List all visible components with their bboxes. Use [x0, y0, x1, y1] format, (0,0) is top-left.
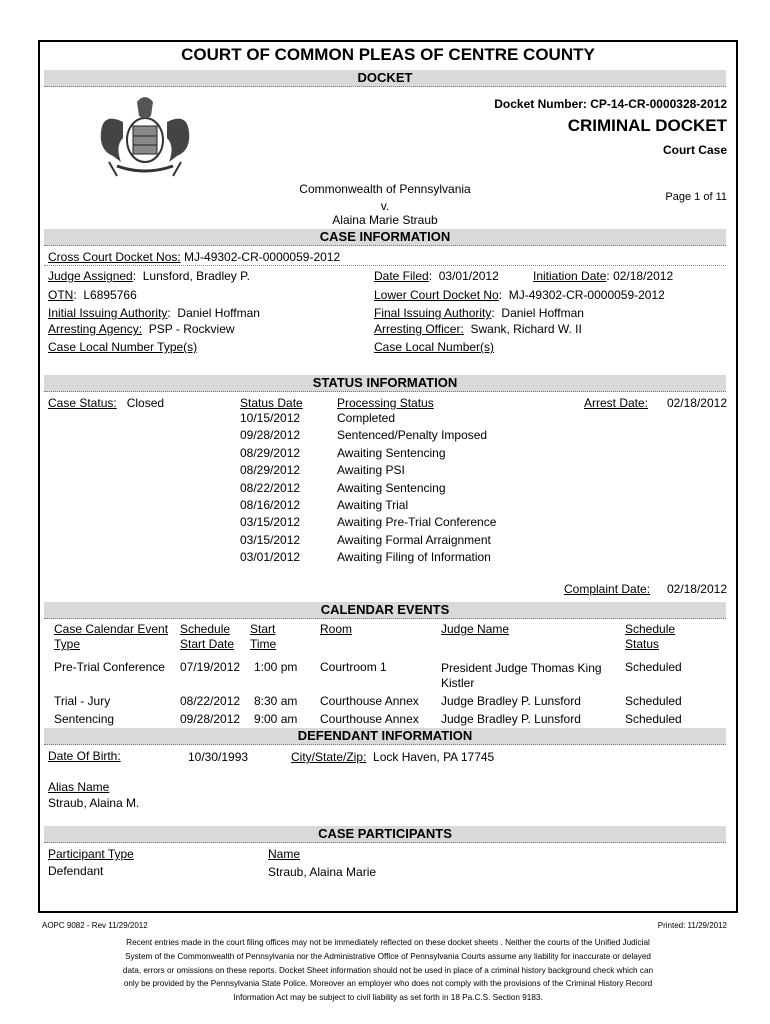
- col-sched-1: Schedule: [180, 622, 231, 636]
- disclaimer-line: Information Act may be subject to civil liability as set forth in 18 Pa.C.S. Section 9183.: [233, 993, 543, 1003]
- cal-date: 08/22/2012: [180, 694, 241, 708]
- cal-time: 9:00 am: [254, 712, 298, 726]
- cal-status: Scheduled: [625, 712, 682, 726]
- date-filed-row: Date Filed: 03/01/2012: [374, 269, 499, 283]
- cal-status: Scheduled: [625, 660, 682, 674]
- otn-row: OTN: L6895766: [48, 288, 137, 302]
- status-list: [240, 411, 540, 568]
- final-authority-row: Final Issuing Authority: Daniel Hoffman: [374, 306, 584, 320]
- cross-court-value: MJ-49302-CR-0000059-2012: [184, 250, 341, 264]
- judge-row: Judge Assigned: Lunsford, Bradley P.: [48, 269, 250, 283]
- participant-type-label: Participant Type: [48, 847, 134, 861]
- dob-value: 10/30/1993: [188, 750, 249, 764]
- participant-name-value: Straub, Alaina Marie: [268, 865, 377, 879]
- caption-versus: v.: [380, 199, 390, 213]
- cross-court-label: Cross Court Docket Nos:: [48, 250, 181, 264]
- calendar-header: CALENDAR EVENTS: [44, 602, 726, 619]
- cal-judge: President Judge Thomas King: [441, 661, 602, 675]
- col-judge: Judge Name: [441, 622, 510, 636]
- docket-type: CRIMINAL DOCKET: [567, 116, 727, 135]
- defendant-header: DEFENDANT INFORMATION: [44, 728, 726, 745]
- printed-date: Printed: 11/29/2012: [657, 921, 727, 930]
- city-row: City/State/Zip: Lock Haven, PA 17745: [291, 750, 495, 764]
- status-row: 08/29/2012 Awaiting PSI: [240, 463, 405, 478]
- disclaimer: [38, 936, 738, 1005]
- initial-authority-row: Initial Issuing Authority: Daniel Hoffman: [48, 306, 260, 320]
- disclaimer-line: only be provided by the Pennsylvania State Police. Moreover an employer who does not comply with the provisions of the Criminal History Record: [123, 979, 653, 989]
- participants-header: CASE PARTICIPANTS: [44, 826, 726, 843]
- form-id: AOPC 9082 - Rev 11/29/2012: [42, 921, 148, 930]
- cal-judge: Judge Bradley P. Lunsford: [441, 694, 581, 708]
- arresting-officer-row: Arresting Officer: Swank, Richard W. II: [374, 322, 582, 336]
- participant-name-label: Name: [268, 847, 301, 861]
- col-sched-2: Start Date: [180, 637, 235, 651]
- status-row: 08/22/2012 Awaiting Sentencing: [240, 480, 446, 495]
- docket-number: Docket Number: CP-14-CR-0000328-2012: [494, 97, 727, 111]
- disclaimer-line: System of the Commonwealth of Pennsylvania nor the Administrative Office of Pennsylvania Courts assume any liability for inaccurate or delayed: [125, 951, 651, 961]
- cal-status: Scheduled: [625, 694, 682, 708]
- disclaimer-line: Recent entries made in the court filing offices may not be immediately reflected on these docket sheets . Neither the courts of the Unified Judicial: [126, 938, 650, 947]
- status-row: 10/15/2012 Completed: [240, 411, 396, 425]
- status-date-header: Status Date: [240, 396, 303, 410]
- local-number-label: Case Local Number(s): [374, 340, 495, 354]
- alias-value: Straub, Alaina M.: [48, 796, 140, 810]
- cal-room: Courthouse Annex: [320, 712, 419, 726]
- cal-room: Courthouse Annex: [320, 694, 419, 708]
- cal-judge-cont: Kistler: [441, 676, 475, 690]
- page-label: Page 1 of 11: [665, 191, 727, 203]
- case-status-row: Case Status: Closed: [48, 396, 165, 410]
- dob-label: Date Of Birth:: [48, 749, 121, 763]
- cal-time: 1:00 pm: [254, 660, 298, 674]
- cal-time: 8:30 am: [254, 694, 298, 708]
- lower-court-row: Lower Court Docket No: MJ-49302-CR-0000059-2012: [374, 288, 665, 302]
- court-case-label: Court Case: [662, 143, 727, 157]
- complaint-date-label: Complaint Date:: [564, 582, 651, 596]
- divider: [44, 265, 726, 266]
- status-row: 03/15/2012 Awaiting Pre-Trial Conference: [240, 515, 497, 530]
- local-type-label: Case Local Number Type(s): [48, 340, 198, 354]
- col-event-2: Type: [54, 637, 81, 651]
- court-title: COURT OF COMMON PLEAS OF CENTRE COUNTY: [181, 45, 595, 64]
- status-row: 08/16/2012 Awaiting Trial: [240, 497, 409, 512]
- status-row: 03/01/2012 Awaiting Filing of Information: [240, 550, 491, 565]
- status-info-header: STATUS INFORMATION: [44, 375, 726, 392]
- col-status-1: Schedule: [625, 622, 676, 636]
- initiation-row: Initiation Date: 02/18/2012: [533, 269, 674, 283]
- processing-status-header: Processing Status: [337, 396, 434, 410]
- alias-label: Alias Name: [48, 780, 110, 794]
- col-room: Room: [320, 622, 353, 636]
- arrest-date-value: 02/18/2012: [666, 396, 727, 410]
- cal-event: Trial - Jury: [54, 694, 111, 708]
- participant-type-value: Defendant: [48, 864, 104, 878]
- pennsylvania-seal-icon: [93, 92, 198, 178]
- col-start-1: Start: [250, 622, 276, 636]
- status-row: 09/28/2012 Sentenced/Penalty Imposed: [240, 428, 488, 443]
- col-event-1: Case Calendar Event: [54, 622, 169, 636]
- cal-date: 09/28/2012: [180, 712, 241, 726]
- cal-event: Pre-Trial Conference: [54, 660, 165, 674]
- arresting-agency-row: Arresting Agency: PSP - Rockview: [48, 322, 235, 336]
- status-row: 08/29/2012 Awaiting Sentencing: [240, 445, 446, 460]
- arrest-date-label: Arrest Date:: [584, 396, 649, 410]
- cal-event: Sentencing: [54, 712, 115, 726]
- col-start-2: Time: [250, 637, 277, 651]
- complaint-date-value: 02/18/2012: [666, 582, 727, 596]
- case-info-header: CASE INFORMATION: [44, 229, 726, 246]
- cal-judge: Judge Bradley P. Lunsford: [441, 712, 581, 726]
- cal-room: Courtroom 1: [320, 660, 387, 674]
- caption-plaintiff: Commonwealth of Pennsylvania: [299, 182, 471, 196]
- disclaimer-line: data, errors or omissions on these reports. Docket Sheet information should not be used in place of a criminal history background check which can: [122, 965, 654, 975]
- col-status-2: Status: [625, 637, 660, 651]
- cal-date: 07/19/2012: [180, 660, 241, 674]
- status-row: 03/15/2012 Awaiting Formal Arraignment: [240, 532, 491, 547]
- caption-defendant: Alaina Marie Straub: [332, 213, 438, 227]
- docket-band: DOCKET: [44, 70, 726, 87]
- cross-court-row: [48, 250, 340, 264]
